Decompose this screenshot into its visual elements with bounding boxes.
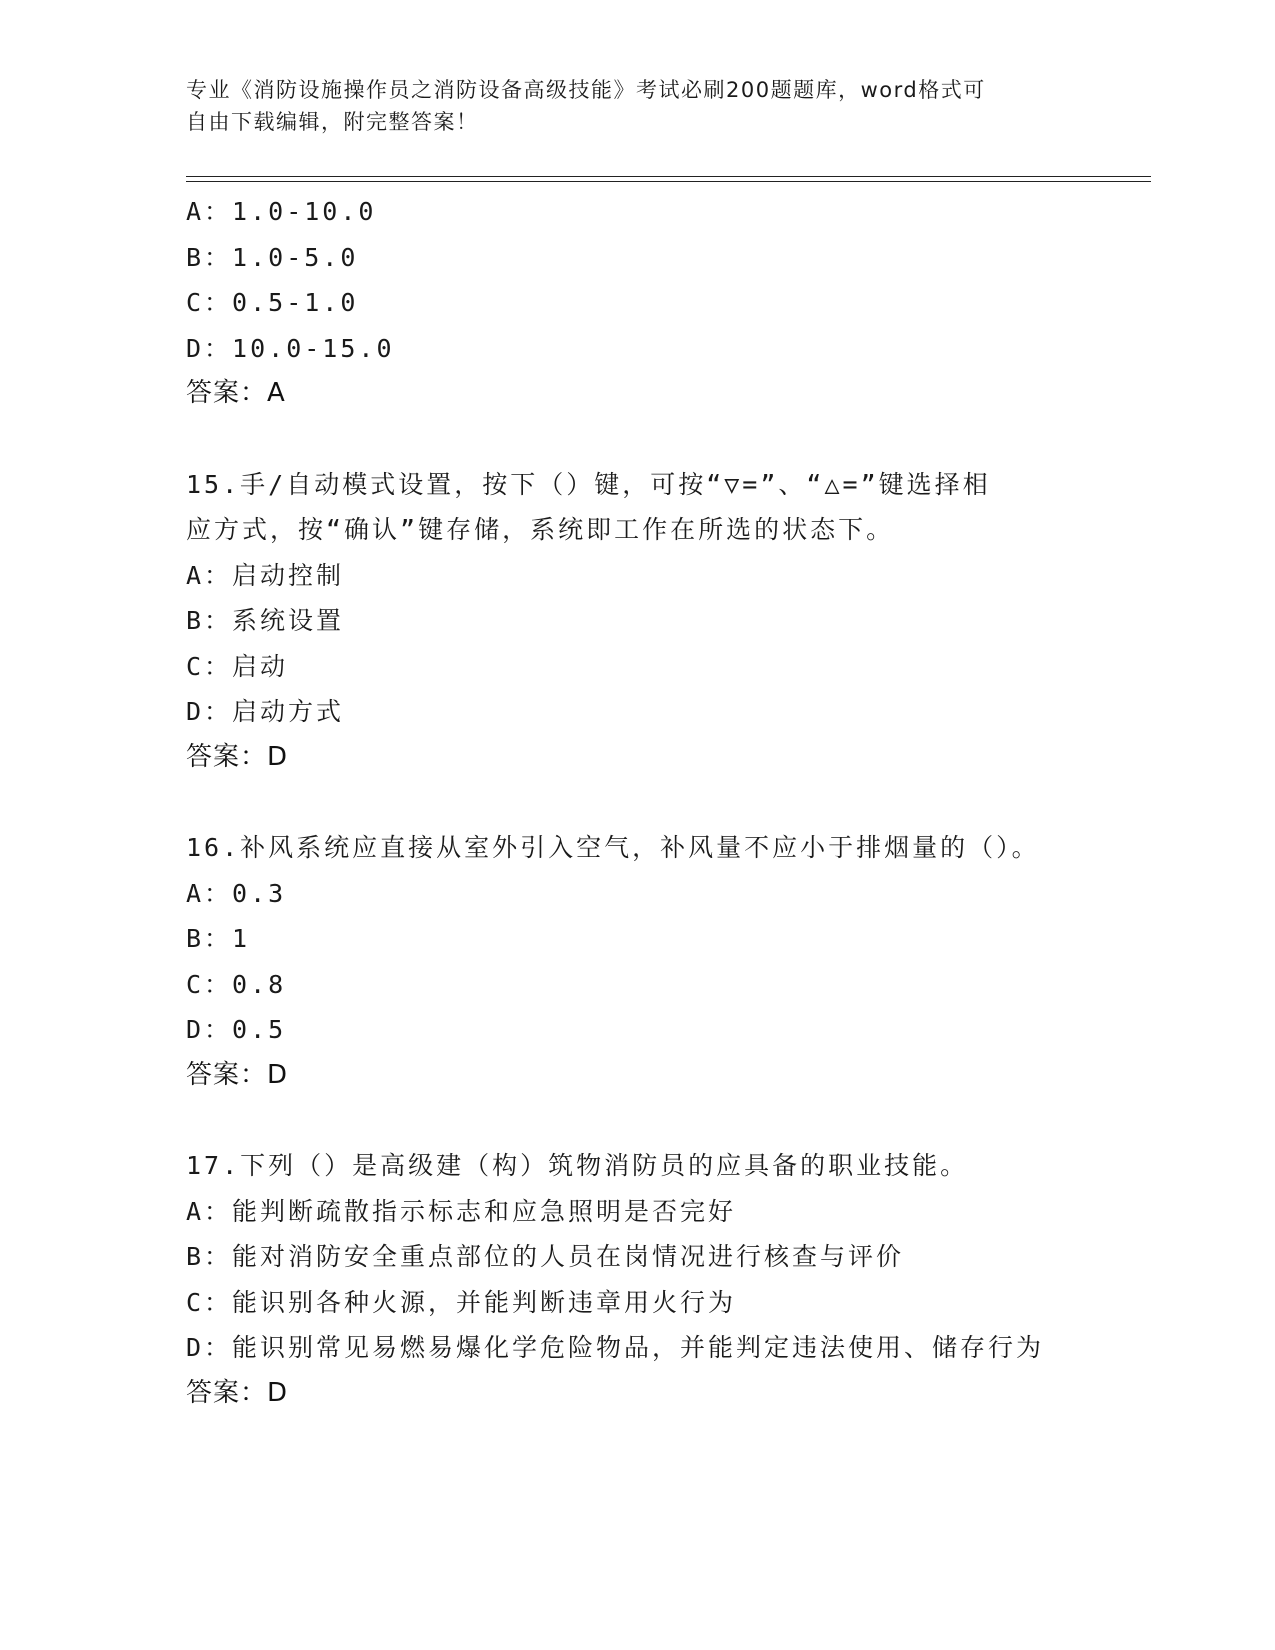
option-d: D：0.5 [186,1015,287,1044]
option-d: D：启动方式 [186,697,345,726]
header-divider-bottom [186,181,1151,182]
option-c: C：能识别各种火源，并能判断违章用火行为 [186,1287,737,1317]
header-line-2: 自由下载编辑，附完整答案！ [186,110,479,134]
document-header [186,74,1086,138]
answer-line: 答案：D [186,741,289,772]
question-text-line-1: 16.补风系统应直接从室外引入空气，补风量不应小于排烟量的（）。 [186,833,1040,862]
option-c: C：0.8 [186,969,287,999]
question-text-line-1: 17.下列（）是高级建（构）筑物消防员的应具备的职业技能。 [186,1151,969,1180]
option-b: B：系统设置 [186,606,345,635]
option-d: D：10.0-15.0 [186,333,395,363]
option-a: A：启动控制 [186,560,345,590]
question-text-line-1: 15.手/自动模式设置，按下（）键，可按“▽=”、“△=”键选择相 [186,469,991,499]
answer-line: 答案：D [186,1377,289,1408]
spacer [186,780,1146,825]
question-list [186,189,1146,1416]
option-d: D：能识别常见易燃易爆化学危险物品，并能判定违法使用、储存行为 [186,1333,1045,1362]
spacer [186,417,1146,462]
question-block-14 [186,189,1146,417]
question-block-17 [186,1143,1146,1416]
question-text-line-2: 应方式，按“确认”键存储，系统即工作在所选的状态下。 [186,515,895,544]
option-a: A：1.0-10.0 [186,197,377,226]
option-c: C：启动 [186,651,289,681]
option-b: B：能对消防安全重点部位的人员在岗情况进行核查与评价 [186,1242,905,1271]
option-c: C：0.5-1.0 [186,288,359,317]
option-a: A：能判断疏散指示标志和应急照明是否完好 [186,1196,737,1226]
header-line-1: 专业《消防设施操作员之消防设备高级技能》考试必刷200题题库，word格式可 [186,78,986,102]
option-b: B：1.0-5.0 [186,242,359,272]
question-block-15 [186,462,1146,781]
question-block-16 [186,825,1146,1098]
spacer [186,1098,1146,1143]
option-a: A：0.3 [186,878,287,908]
answer-line: 答案：A [186,378,286,408]
header-divider-top [186,176,1151,177]
option-b: B：1 [186,924,251,953]
answer-line: 答案：D [186,1059,289,1090]
